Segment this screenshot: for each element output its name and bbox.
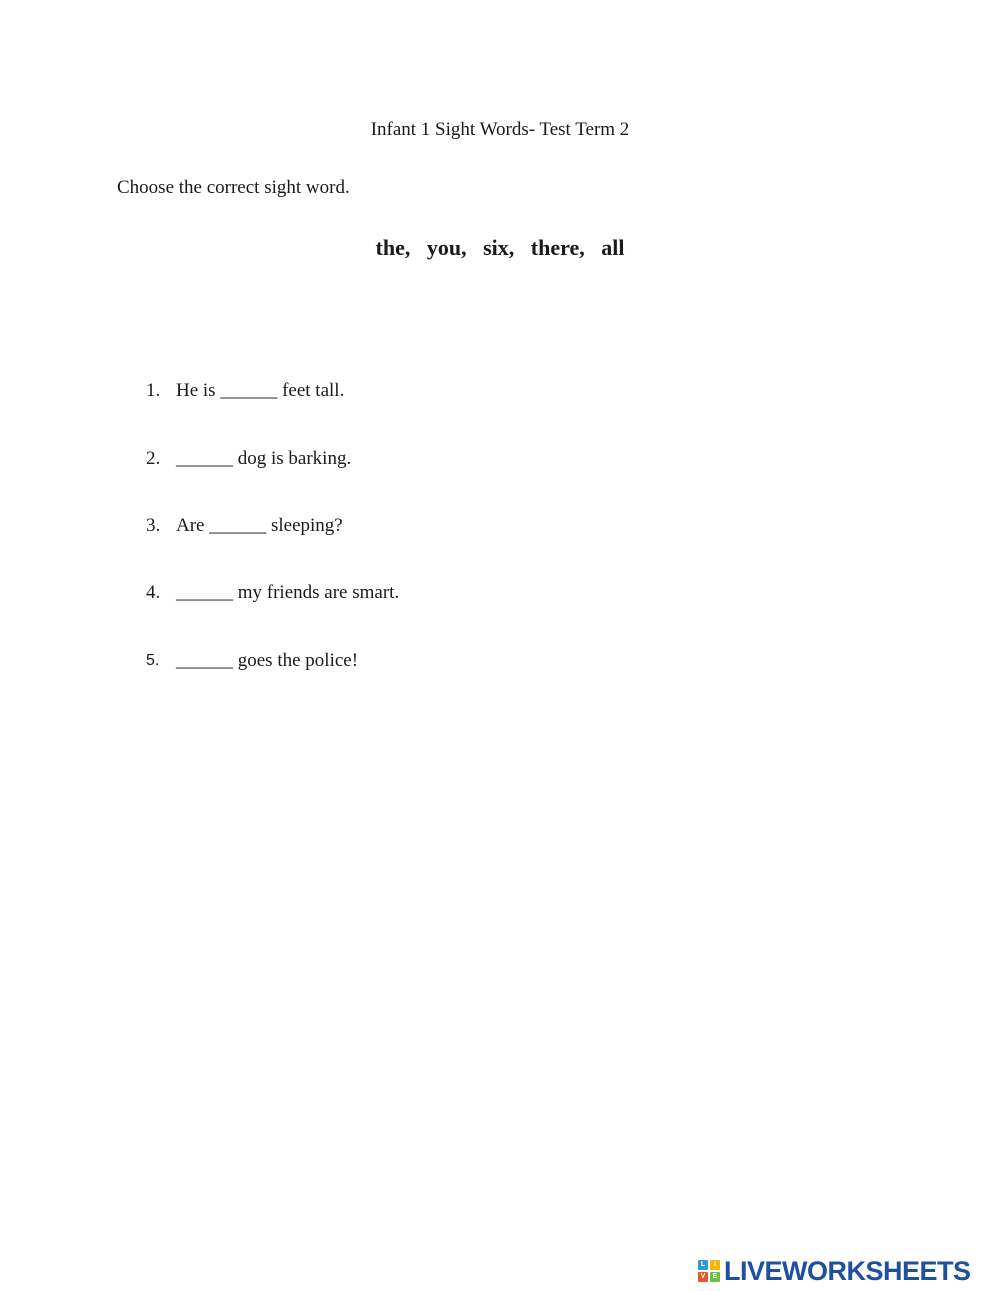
instruction-text: Choose the correct sight word.	[117, 177, 350, 198]
question-text: ______ goes the police!	[176, 650, 359, 671]
question-text: ______ my friends are smart.	[176, 582, 400, 603]
logo-block: I	[710, 1260, 720, 1270]
logo-blocks-icon	[698, 1260, 720, 1282]
question-text: ______ dog is barking.	[176, 448, 352, 469]
question-text: Are ______ sleeping?	[176, 515, 343, 536]
question-number: 4.	[146, 582, 161, 603]
question-text: He is ______ feet tall.	[176, 380, 345, 401]
logo-text: LIVEWORKSHEETS	[724, 1256, 971, 1286]
question-number: 5.	[146, 652, 160, 669]
worksheet-title: Infant 1 Sight Words- Test Term 2	[370, 119, 630, 140]
logo-block: V	[698, 1272, 708, 1282]
question-number: 3.	[146, 515, 161, 536]
question-number: 1.	[146, 380, 161, 401]
liveworksheets-logo	[698, 1256, 971, 1286]
logo-block: E	[710, 1272, 720, 1282]
word-bank: the, you, six, there, all	[375, 235, 625, 260]
question-number: 2.	[146, 448, 161, 469]
logo-block: L	[698, 1260, 708, 1270]
